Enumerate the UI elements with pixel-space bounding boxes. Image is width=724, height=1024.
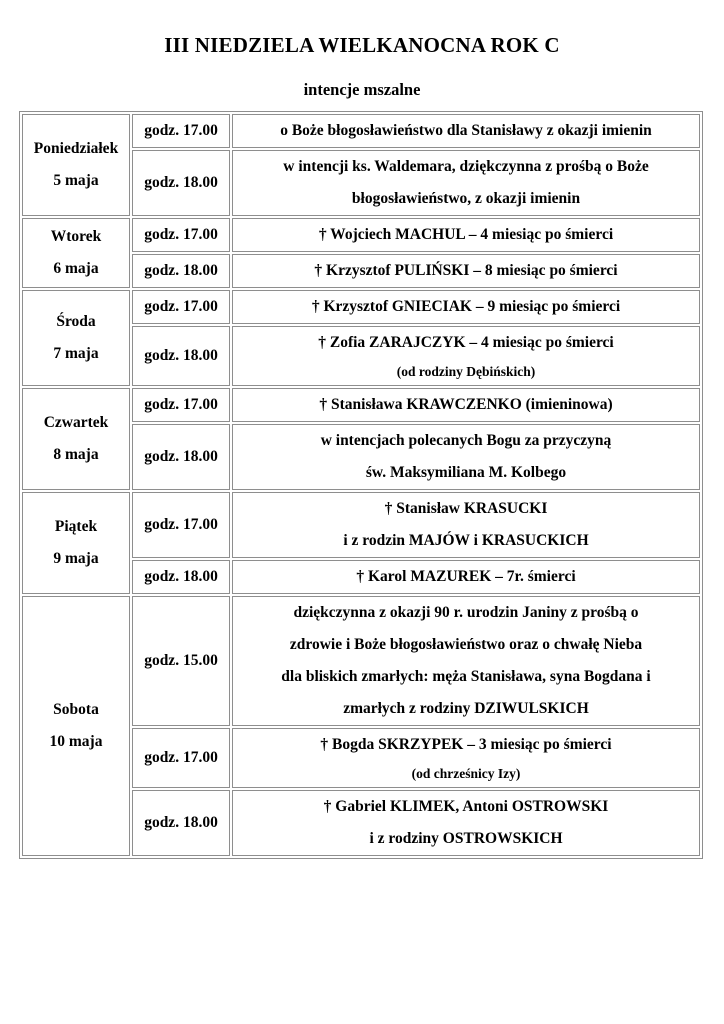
mass-time: godz. 17.00 [132, 728, 230, 788]
intention-line: † Stanisława KRAWCZENKO (imieninowa) [319, 396, 613, 413]
mass-time: godz. 15.00 [132, 596, 230, 726]
day-date: 6 maja [53, 260, 99, 277]
intention-line: † Stanisław KRASUCKI [384, 500, 548, 517]
intention-note: (od rodziny Dębińskich) [396, 364, 536, 379]
mass-intention [232, 150, 700, 216]
mass-time: godz. 18.00 [132, 150, 230, 216]
intention-line: i z rodzin MAJÓW i KRASUCKICH [343, 532, 589, 549]
mass-intention [232, 492, 700, 558]
intention-line: † Wojciech MACHUL – 4 miesiąc po śmierci [318, 226, 614, 243]
day-date: 8 maja [53, 446, 99, 463]
day-name: Sobota [53, 701, 99, 718]
mass-intentions-table [19, 111, 703, 859]
table-row [22, 388, 700, 422]
mass-time: godz. 18.00 [132, 254, 230, 288]
mass-time: godz. 17.00 [132, 218, 230, 252]
intention-line: św. Maksymiliana M. Kolbego [365, 464, 567, 481]
mass-time: godz. 18.00 [132, 424, 230, 490]
page-title: III NIEDZIELA WIELKANOCNA ROK C [164, 33, 560, 57]
intention-line: dla bliskich zmarłych: męża Stanisława, syna Bogdana i [281, 668, 651, 685]
table-row [22, 492, 700, 558]
intention-note: (od chrześnicy Izy) [411, 766, 521, 781]
day-name: Poniedziałek [33, 140, 119, 157]
day-cell [22, 596, 130, 856]
day-date: 5 maja [53, 172, 99, 189]
mass-intention [232, 254, 700, 288]
mass-time: godz. 18.00 [132, 560, 230, 594]
intention-line: zmarłych z rodziny DZIWULSKICH [343, 700, 589, 717]
mass-time: godz. 17.00 [132, 492, 230, 558]
day-name: Czwartek [43, 414, 109, 431]
intention-line: błogosławieństwo, z okazji imienin [351, 190, 581, 207]
mass-intention [232, 728, 700, 788]
intention-line: † Krzysztof GNIECIAK – 9 miesiąc po śmierci [311, 298, 621, 315]
day-date: 10 maja [49, 733, 103, 750]
mass-time: godz. 17.00 [132, 290, 230, 324]
intention-line: i z rodziny OSTROWSKICH [369, 830, 563, 847]
page-subtitle: intencje mszalne [303, 80, 421, 99]
day-name: Wtorek [50, 228, 102, 245]
intention-line: † Zofia ZARAJCZYK – 4 miesiąc po śmierci [318, 334, 614, 351]
day-cell [22, 492, 130, 594]
intention-line: dziękczynna z okazji 90 r. urodzin Janiny z prośbą o [293, 604, 639, 621]
mass-time: godz. 18.00 [132, 326, 230, 386]
day-cell [22, 218, 130, 288]
mass-intention [232, 218, 700, 252]
day-name: Środa [56, 313, 96, 330]
mass-intention [232, 290, 700, 324]
day-date: 7 maja [53, 345, 99, 362]
table-row [22, 596, 700, 726]
day-name: Piątek [54, 518, 98, 535]
table-row [22, 290, 700, 324]
mass-intention [232, 790, 700, 856]
intention-line: † Gabriel KLIMEK, Antoni OSTROWSKI [323, 798, 609, 815]
day-cell [22, 290, 130, 386]
intention-line: o Boże błogosławieństwo dla Stanisławy z okazji imienin [280, 122, 652, 139]
intention-line: w intencji ks. Waldemara, dziękczynna z prośbą o Boże [283, 158, 649, 175]
intention-line: † Bogda SKRZYPEK – 3 miesiąc po śmierci [320, 736, 612, 753]
mass-intention [232, 596, 700, 726]
mass-intention [232, 114, 700, 148]
intention-line: † Karol MAZUREK – 7r. śmierci [356, 568, 576, 585]
day-cell [22, 388, 130, 490]
mass-time: godz. 18.00 [132, 790, 230, 856]
intention-line: zdrowie i Boże błogosławieństwo oraz o chwałę Nieba [289, 636, 643, 653]
day-cell [22, 114, 130, 216]
mass-intention [232, 560, 700, 594]
day-date: 9 maja [53, 550, 99, 567]
mass-time: godz. 17.00 [132, 388, 230, 422]
table-row [22, 114, 700, 148]
table-row [22, 218, 700, 252]
intention-line: † Krzysztof PULIŃSKI – 8 miesiąc po śmierci [314, 262, 618, 279]
mass-intention [232, 326, 700, 386]
mass-time: godz. 17.00 [132, 114, 230, 148]
mass-intention [232, 424, 700, 490]
intention-line: w intencjach polecanych Bogu za przyczyną [320, 432, 612, 449]
mass-intention [232, 388, 700, 422]
